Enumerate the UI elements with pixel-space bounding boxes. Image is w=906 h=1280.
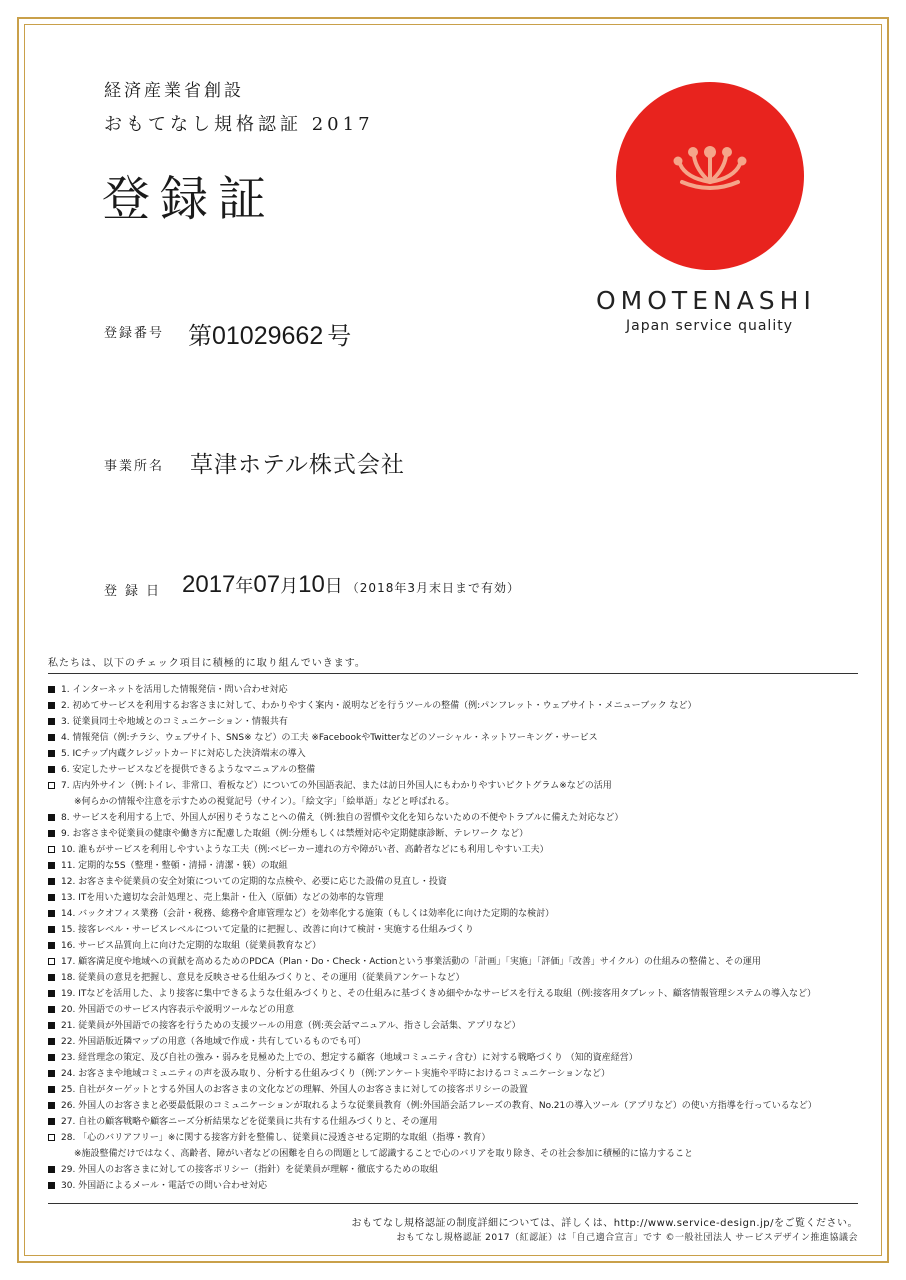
checked-box-icon — [48, 1022, 55, 1029]
checklist-item-text: 14. バックオフィス業務（会計・税務、総務や倉庫管理など）を効率化する施策（もしくは効率化に向けた定期的な検討） — [61, 909, 555, 919]
checked-box-icon — [48, 750, 55, 757]
checked-box-icon — [48, 766, 55, 773]
checklist-item-text: 13. ITを用いた適切な会計処理と、売上集計・仕入（原価）などの効率的な管理 — [61, 893, 384, 903]
checklist-item — [48, 1162, 868, 1178]
checklist-item-text: 18. 従業員の意見を把握し、意見を反映させる仕組みづくりと、その運用（従業員アンケートなど） — [61, 973, 465, 983]
checklist-item-text: 25. 自社がターゲットとする外国人のお客さまの文化などの理解、外国人のお客さまに対しての接客ポリシーの設置 — [61, 1085, 528, 1095]
checklist-item-text: 23. 経営理念の策定、及び自社の強み・弱みを見極めた上での、想定する顧客（地域コミュニティ含む）に対する戦略づくり （知的資産経営） — [61, 1053, 638, 1063]
checklist-item — [48, 826, 868, 842]
checklist-item-text: ※何らかの情報や注意を示すための視覚記号（サイン）。「絵文字」「絵単語」などと呼ばれる。 — [74, 797, 455, 807]
checklist-item-text: 8. サービスを利用する上で、外国人が困りそうなことへの備え（例:独自の習慣や文化を知らないための不便やトラブルに備えた対応など） — [61, 813, 624, 823]
checked-box-icon — [48, 878, 55, 885]
checked-box-icon — [48, 974, 55, 981]
checklist-item — [48, 1082, 868, 1098]
checklist-item-text: 28. 「心のバリアフリー」※に関する接客方針を整備し、従業員に浸透させる定期的な取組（指導・教育） — [61, 1133, 491, 1143]
footer-copyright-line: おもてなし規格認証 2017（紅認証）は「自己適合宣言」です ©一般社団法人 サービスデザイン推進協議会 — [396, 1233, 858, 1243]
certification-subtitle: おもてなし規格認証 2017 — [104, 114, 374, 135]
checklist-item-text: 16. サービス品質向上に向けた定期的な取組（従業員教育など） — [61, 941, 322, 951]
checklist-top-divider — [48, 673, 858, 674]
checklist-item-text: 1. インターネットを活用した情報発信・問い合わせ対応 — [61, 685, 288, 695]
checklist-item — [48, 970, 868, 986]
checklist-item — [48, 842, 868, 858]
registration-date — [182, 571, 520, 599]
registration-date-label: 登録日 — [104, 584, 168, 599]
checklist-item-text: 29. 外国人のお客さまに対しての接客ポリシー（指針）を従業員が理解・徹底するための取組 — [61, 1165, 439, 1175]
checked-box-icon — [48, 1054, 55, 1061]
date-month: 07 — [253, 571, 281, 598]
checklist-item-text: 3. 従業員同士や地域とのコミュニケーション・情報共有 — [61, 717, 288, 727]
checklist-item — [48, 1066, 868, 1082]
date-day-unit: 日 — [324, 576, 343, 597]
checklist-item — [48, 1098, 868, 1114]
logo-wordmark: OMOTENASHI — [596, 286, 816, 315]
checklist-item — [48, 1178, 868, 1194]
checked-box-icon — [48, 1118, 55, 1125]
registration-number-label: 登録番号 — [104, 326, 165, 341]
checklist-item — [48, 922, 868, 938]
date-month-unit: 月 — [280, 576, 299, 597]
checklist-item — [48, 1050, 868, 1066]
checked-box-icon — [48, 702, 55, 709]
checked-box-icon — [48, 862, 55, 869]
validity-note: （2018年3月末日まで有効） — [346, 581, 520, 595]
checked-box-icon — [48, 910, 55, 917]
flower-mark-icon — [616, 82, 804, 270]
checklist-item-text: 6. 安定したサービスなどを提供できるようなマニュアルの整備 — [61, 765, 316, 775]
checklist-item — [48, 682, 868, 698]
unchecked-box-icon — [48, 846, 55, 853]
checked-box-icon — [48, 1086, 55, 1093]
checklist-intro: 私たちは、以下のチェック項目に積極的に取り組んでいきます。 — [48, 658, 366, 669]
business-name: 草津ホテル株式会社 — [190, 452, 405, 478]
checklist-item-text: 9. お客さまや従業員の健康や働き方に配慮した取組（例:分煙もしくは禁煙対応や定期健康診断、テレワーク など） — [61, 829, 529, 839]
checked-box-icon — [48, 1102, 55, 1109]
checked-box-icon — [48, 1070, 55, 1077]
checklist-item-text: 21. 従業員が外国語での接客を行うための支援ツールの用意（例:英会話マニュアル、指さし会話集、アプリなど） — [61, 1021, 521, 1031]
checklist-item-text: 22. 外国語版近隣マップの用意（各地域で作成・共有しているものでも可） — [61, 1037, 366, 1047]
checklist-item — [48, 778, 868, 794]
checklist-item — [48, 938, 868, 954]
checklist-item — [48, 810, 868, 826]
business-name-label: 事業所名 — [104, 459, 165, 474]
checked-box-icon — [48, 1166, 55, 1173]
checklist-item-text: 5. ICチップ内蔵クレジットカードに対応した決済端末の導入 — [61, 749, 306, 759]
checklist-item — [48, 890, 868, 906]
unchecked-box-icon — [48, 958, 55, 965]
ministry-subtitle: 経済産業省創設 — [104, 81, 244, 101]
checklist-item-text: 24. お客さまや地域コミュニティの声を汲み取り、分析する仕組みづくり（例:アンケート実施や平時におけるコミュニケーションなど） — [61, 1069, 611, 1079]
checked-box-icon — [48, 814, 55, 821]
registration-prefix: 第 — [188, 322, 212, 350]
date-year: 2017 — [182, 571, 236, 598]
checklist-item — [48, 1130, 868, 1146]
checklist-item-text: 30. 外国語によるメール・電話での問い合わせ対応 — [61, 1181, 267, 1191]
registration-number-value: 01029662 — [212, 322, 324, 350]
registration-suffix: 号 — [327, 322, 352, 350]
checklist-item-text: 26. 外国人のお客さまと必要最低限のコミュニケーションが取れるような従業員教育（例:外国語会話フレーズの教育、No.21の導入ツール（アプリなど）の使い方指導を行っているなど） — [61, 1101, 817, 1111]
checklist-note — [48, 1146, 868, 1162]
checked-box-icon — [48, 1006, 55, 1013]
checklist-item-text: 10. 誰もがサービスを利用しやすいような工夫（例:ベビーカー連れの方や障がい者、高齢者などにも利用しやすい工夫） — [61, 845, 549, 855]
checklist-item — [48, 698, 868, 714]
unchecked-box-icon — [48, 782, 55, 789]
checklist-item — [48, 874, 868, 890]
unchecked-box-icon — [48, 1134, 55, 1141]
checked-box-icon — [48, 926, 55, 933]
checklist-item — [48, 762, 868, 778]
checklist-item-text: ※施設整備だけではなく、高齢者、障がい者などの困難を自らの問題として認識することで心のバリアを取り除き、その社会参加に積極的に協力すること — [74, 1149, 694, 1159]
checklist-item — [48, 954, 868, 970]
checklist-item — [48, 1114, 868, 1130]
checklist — [48, 682, 868, 1194]
checklist-bottom-divider — [48, 1203, 858, 1204]
checklist-item — [48, 1034, 868, 1050]
checked-box-icon — [48, 990, 55, 997]
checklist-item-text: 7. 店内外サイン（例:トイレ、非常口、看板など）についての外国語表記、または訪日外国人にもわかりやすいピクトグラム※などの活用 — [61, 781, 612, 791]
checklist-item-text: 2. 初めてサービスを利用するお客さまに対して、わかりやすく案内・説明などを行うツールの整備（例:パンフレット・ウェブサイト・メニューブック など） — [61, 701, 697, 711]
checklist-item-text: 19. ITなどを活用した、より接客に集中できるような仕組みづくりと、その仕組みに基づくきめ細やかなサービスを行える取組（例:接客用タブレット、顧客情報管理システムの導入など） — [61, 989, 817, 999]
checked-box-icon — [48, 734, 55, 741]
checklist-item — [48, 1018, 868, 1034]
checked-box-icon — [48, 942, 55, 949]
checklist-item — [48, 906, 868, 922]
checklist-item — [48, 714, 868, 730]
checklist-item — [48, 986, 868, 1002]
checklist-item — [48, 746, 868, 762]
checked-box-icon — [48, 830, 55, 837]
logo-tagline: Japan service quality — [626, 318, 793, 334]
checklist-item — [48, 730, 868, 746]
checklist-item-text: 27. 自社の顧客戦略や顧客ニーズ分析結果などを従業員に共有する仕組みづくりと、その運用 — [61, 1117, 438, 1127]
checklist-item-text: 20. 外国語でのサービス内容表示や説明ツールなどの用意 — [61, 1005, 294, 1015]
checklist-item-text: 11. 定期的な5S（整理・整頓・清掃・清潔・躾）の取組 — [61, 861, 288, 871]
footer-detail-line: おもてなし規格認証の制度詳細については、詳しくは、http://www.service-design.jp/をご覧ください。 — [351, 1218, 858, 1229]
checklist-item-text: 17. 顧客満足度や地域への貢献を高めるためのPDCA（Plan・Do・Check・Actionという事業活動の「計画」「実施」「評価」「改善」サイクル）の仕組みの整備と、その運用 — [61, 957, 761, 967]
page-title: 登録証 — [102, 171, 277, 227]
checklist-item-text: 4. 情報発信（例:チラシ、ウェブサイト、SNS※ など）の工夫 ※FacebookやTwitterなどのソーシャル・ネットワーキング・サービス — [61, 733, 598, 743]
checklist-item-text: 15. 接客レベル・サービスレベルについて定量的に把握し、改善に向けて検討・実施する仕組みづくり — [61, 925, 474, 935]
checked-box-icon — [48, 718, 55, 725]
omotenashi-logo-circle — [616, 82, 804, 270]
checked-box-icon — [48, 686, 55, 693]
checklist-item-text: 12. お客さまや従業員の安全対策についての定期的な点検や、必要に応じた設備の見直し・投資 — [61, 877, 447, 887]
date-year-unit: 年 — [235, 576, 254, 597]
checked-box-icon — [48, 894, 55, 901]
checked-box-icon — [48, 1182, 55, 1189]
checklist-note — [48, 794, 868, 810]
date-day: 10 — [298, 571, 325, 598]
checked-box-icon — [48, 1038, 55, 1045]
checklist-item — [48, 858, 868, 874]
registration-number — [188, 316, 351, 351]
checklist-item — [48, 1002, 868, 1018]
